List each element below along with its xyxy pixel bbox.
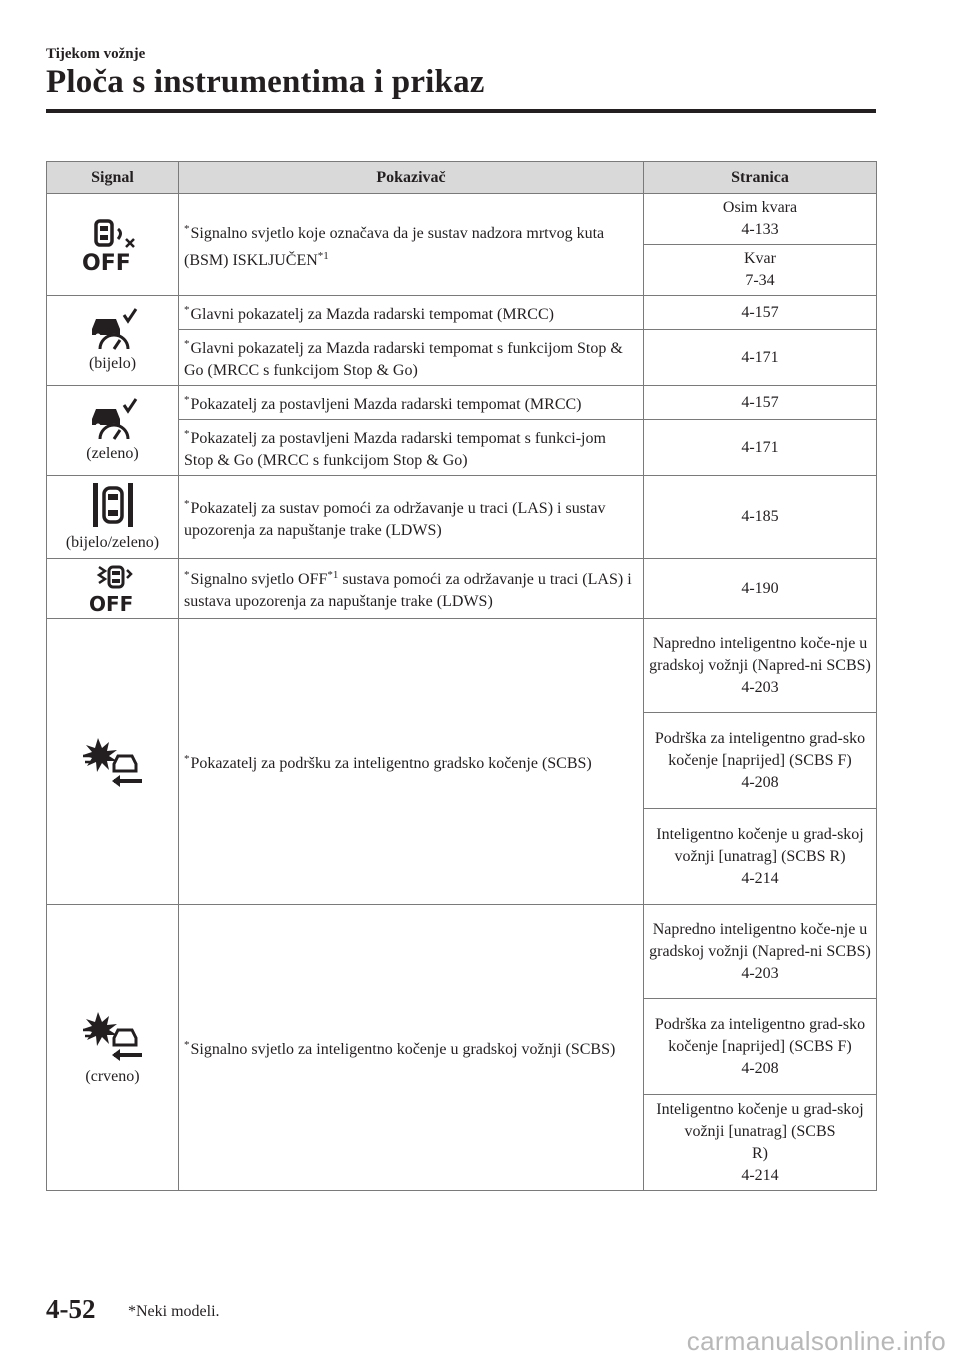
table-row xyxy=(47,194,877,245)
signal-cell xyxy=(47,386,179,476)
signal-table xyxy=(46,161,877,1191)
page-ref: 4-157 xyxy=(644,386,877,420)
section-label: Tijekom vožnje xyxy=(46,46,146,62)
page-ref: 4-208 xyxy=(741,773,779,791)
title-rule xyxy=(46,109,876,113)
table-row xyxy=(47,296,877,330)
table-header-row xyxy=(47,162,877,194)
table-row xyxy=(47,559,877,619)
signal-cell xyxy=(47,296,179,386)
page-ref: 4-214 xyxy=(741,869,779,887)
page-ref: 4-171 xyxy=(644,330,877,386)
page-ref: 7-34 xyxy=(745,272,775,289)
indicator-cell: *Signalno svjetlo OFF$^{*1}$ sustava pomoći za održavanje u traci (LAS) i sustava upozorenja za napuštanje trake (LDWS) xyxy=(179,559,644,619)
indicator-cell: *Pokazatelj za postavljeni Mazda radarski tempomat (MRCC) xyxy=(179,386,644,420)
table-row xyxy=(47,905,877,999)
page-ref: 4-190 xyxy=(644,559,877,619)
page-cell: Inteligentno kočenje u grad-skoj vožnji [unatrag] (SCBS R) 4-214 xyxy=(644,809,877,905)
page-ref: 4-157 xyxy=(644,296,877,330)
table-row xyxy=(47,386,877,420)
signal-cell xyxy=(47,194,179,296)
signal-cell xyxy=(47,619,179,905)
header-signal: Signal xyxy=(47,162,179,194)
indicator-cell: *Pokazatelj za podršku za inteligentno gradsko kočenje (SCBS) xyxy=(179,619,644,905)
watermark: carmanualsonline.info xyxy=(686,1326,946,1356)
page-ref: 4-208 xyxy=(741,1059,779,1077)
indicator-cell: *Pokazatelj za postavljeni Mazda radarski tempomat s funkci-jom Stop & Go (MRCC s funkcijom Stop & Go) xyxy=(179,420,644,476)
header-page: Stranica xyxy=(644,162,877,194)
page-cell: Podrška za inteligentno grad-sko kočenje [naprijed] (SCBS F) 4-208 xyxy=(644,713,877,809)
header-indicator: Pokazivač xyxy=(179,162,644,194)
page-ref: 4-133 xyxy=(741,221,779,238)
page-ref: 4-171 xyxy=(644,420,877,476)
table-row xyxy=(47,619,877,713)
svg-text:OFF: OFF xyxy=(88,591,133,614)
signal-cell xyxy=(47,905,179,1191)
signal-caption: (crveno) xyxy=(85,1067,140,1085)
page-title: Ploča s instrumentima i prikaz xyxy=(46,64,485,100)
signal-caption: (bijelo/zeleno) xyxy=(65,534,160,551)
lane-assist-icon xyxy=(83,480,143,530)
svg-text:OFF: OFF xyxy=(81,250,131,273)
footnote: *Neki modeli. xyxy=(128,1303,220,1320)
page-cell: Napredno inteligentno koče-nje u gradskoj vožnji (Napred-ni SCBS) 4-203 xyxy=(644,619,877,713)
page-cell: Kvar 7-34 xyxy=(644,245,877,296)
radar-cruise-set-icon xyxy=(78,397,148,441)
indicator-cell: *Pokazatelj za sustav pomoći za održavanje u traci (LAS) i sustav upozorenja za napuštanje trake (LDWS) xyxy=(179,476,644,559)
page-cell: Napredno inteligentno koče-nje u gradskoj vožnji (Napred-ni SCBS) 4-203 xyxy=(644,905,877,999)
signal-cell xyxy=(47,559,179,619)
page-ref: 4-203 xyxy=(741,964,779,982)
signal-cell xyxy=(47,476,179,559)
signal-caption: (zeleno) xyxy=(86,444,139,462)
scbs-warning-icon xyxy=(78,1008,148,1064)
indicator-cell: *Signalno svjetlo koje označava da je sustav nadzora mrtvog kuta (BSM) ISKLJUČEN$^{*1}$ xyxy=(179,194,644,296)
page-ref: 4-203 xyxy=(741,678,779,696)
page-number: 4-52 xyxy=(46,1294,96,1324)
radar-cruise-main-icon xyxy=(78,307,148,351)
signal-caption: (bijelo) xyxy=(88,354,137,372)
indicator-cell: *Signalno svjetlo za inteligentno kočenje u gradskoj vožnji (SCBS) xyxy=(179,905,644,1191)
page-ref: 4-214 xyxy=(741,1166,779,1184)
indicator-cell: *Glavni pokazatelj za Mazda radarski tempomat (MRCC) xyxy=(179,296,644,330)
page-cell: Inteligentno kočenje u grad-skoj vožnji [unatrag] (SCBS R) 4-214 xyxy=(644,1095,877,1191)
table-row xyxy=(47,476,877,559)
indicator-cell: *Glavni pokazatelj za Mazda radarski tempomat s funkcijom Stop & Go (MRCC s funkcijom Stop & Go) xyxy=(179,330,644,386)
page-cell: Podrška za inteligentno grad-sko kočenje [naprijed] (SCBS F) 4-208 xyxy=(644,999,877,1095)
scbs-icon xyxy=(78,734,148,790)
bsm-off-icon xyxy=(78,217,148,273)
page-cell: Osim kvara 4-133 xyxy=(644,194,877,245)
page-ref: 4-185 xyxy=(644,476,877,559)
lane-assist-off-icon xyxy=(83,564,143,614)
